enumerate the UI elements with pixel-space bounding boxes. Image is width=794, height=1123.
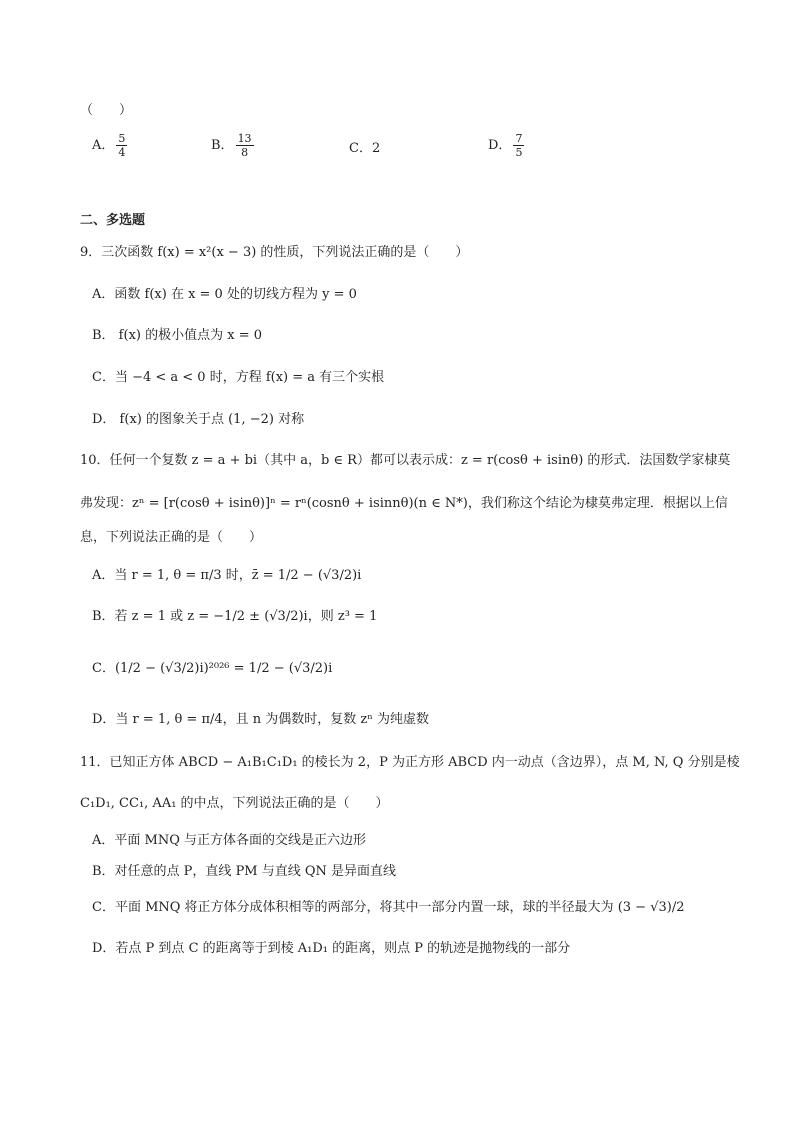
q10-option-b: B．若 z = 1 或 z = −1/2 ± (√3/2)i，则 z³ = 1 xyxy=(92,609,378,624)
q9-option-d: D． f(x) 的图象关于点 (1, −2) 对称 xyxy=(92,412,305,427)
q8-tail: （ ） xyxy=(80,103,133,118)
q11-option-c: C．平面 MNQ 将正方体分成体积相等的两部分，将其中一部分内置一球，球的半径最大为 (3 − √3)/2 xyxy=(92,900,685,915)
q9-option-b: B． f(x) 的极小值点为 x = 0 xyxy=(92,328,262,343)
q10-stem-line1: 10．任何一个复数 z = a + bi（其中 a，b ∈ R）都可以表示成：z = r(cosθ + isinθ) 的形式．法国数学家棣莫 xyxy=(80,453,731,468)
q9-option-c: C．当 −4 < a < 0 时，方程 f(x) = a 有三个实根 xyxy=(92,370,385,385)
q9-option-a: A．函数 f(x) 在 x = 0 处的切线方程为 y = 0 xyxy=(92,287,357,302)
q10-option-d: D．当 r = 1, θ = π/4，且 n 为偶数时，复数 zⁿ 为纯虚数 xyxy=(92,712,430,727)
q11-stem-line1: 11．已知正方体 ABCD − A₁B₁C₁D₁ 的棱长为 2，P 为正方形 ABCD 内一动点（含边界），点 M, N, Q 分别是棱 xyxy=(80,755,740,770)
q10-option-a: A．当 r = 1, θ = π/3 时，z̄ = 1/2 − (√3/2)i xyxy=(92,568,362,583)
q8-option-b xyxy=(211,132,256,159)
fraction: $\frac{5}{4}$ xyxy=(118,132,126,159)
q8-option-d xyxy=(488,132,526,159)
fraction: $\frac{13}{8}$ xyxy=(237,132,252,159)
q10-stem-line3: 息，下列说法正确的是（ ） xyxy=(80,530,263,545)
q8-option-c xyxy=(349,140,380,158)
option-value: 2 xyxy=(371,141,381,156)
q11-option-b: B．对任意的点 P，直线 PM 与直线 QN 是异面直线 xyxy=(92,864,397,879)
q9-stem: 9．三次函数 f(x) = x²(x − 3) 的性质，下列说法正确的是（ ） xyxy=(80,245,469,260)
section-title: 二、多选题 xyxy=(80,213,146,228)
option-label: C． xyxy=(349,141,372,156)
q11-option-a: A．平面 MNQ 与正方体各面的交线是正六边形 xyxy=(92,833,366,848)
q11-stem-line2: C₁D₁, CC₁, AA₁ 的中点，下列说法正确的是（ ） xyxy=(80,796,389,811)
option-label: D． xyxy=(488,138,512,153)
option-label: B． xyxy=(211,138,234,153)
fraction: $\frac{7}{5}$ xyxy=(515,132,523,159)
q8-option-a xyxy=(92,132,129,159)
q10-option-c: C．(1/2 − (√3/2)i)²⁰²⁶ = 1/2 − (√3/2)i xyxy=(92,661,333,676)
q11-option-d: D．若点 P 到点 C 的距离等于到棱 A₁D₁ 的距离，则点 P 的轨迹是抛物线的一部分 xyxy=(92,941,571,956)
option-label: A． xyxy=(92,138,115,153)
q10-stem-line2: 弗发现：zⁿ = [r(cosθ + isinθ)]ⁿ = rⁿ(cosnθ + isinnθ)(n ∈ N*)，我们称这个结论为棣莫弗定理．根据以上信 xyxy=(80,496,728,511)
